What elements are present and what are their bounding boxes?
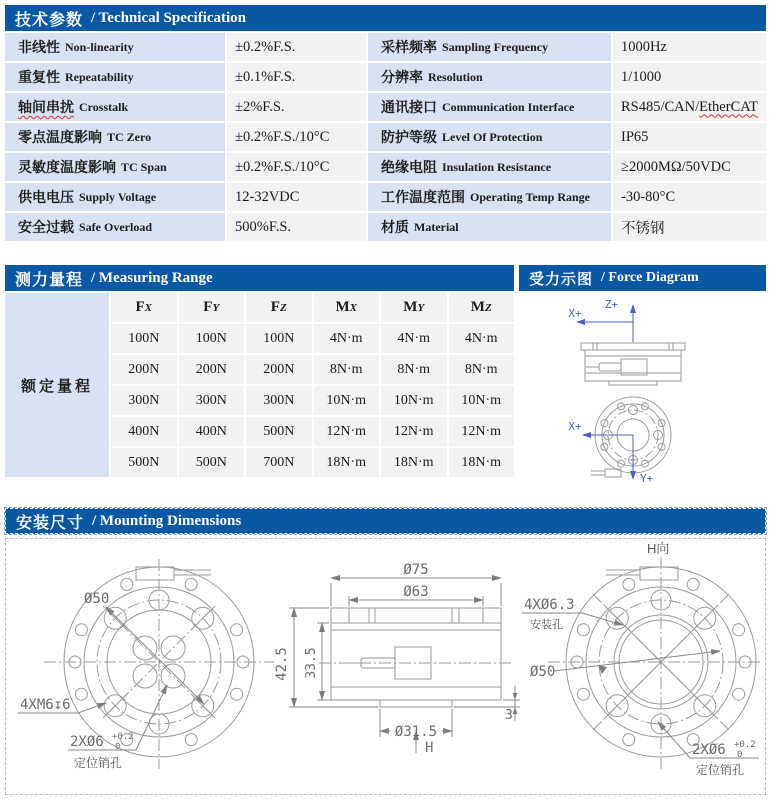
dim-pin-tol-bot-left: 0 xyxy=(115,742,121,752)
rated-range-label: 额定量程 xyxy=(5,293,109,477)
range-cell: 400N xyxy=(179,417,245,446)
col-header-mx: M X xyxy=(314,293,380,322)
dim-pin-left: 2XØ6 xyxy=(70,734,104,750)
range-cell: 200N xyxy=(111,355,177,384)
force-diagram-drawing xyxy=(519,293,766,485)
range-cell: 200N xyxy=(246,355,312,384)
range-cell: 4N·m xyxy=(449,324,515,353)
col-header-mz: M Z xyxy=(449,293,515,322)
spec-value: IP65 xyxy=(613,123,766,151)
range-cell: 12N·m xyxy=(381,417,447,446)
mounting-dims-header xyxy=(5,508,766,534)
range-cell: 100N xyxy=(179,324,245,353)
spec-label: 材质 Material xyxy=(368,213,611,241)
range-cell: 700N xyxy=(246,448,312,477)
tech-spec-header xyxy=(5,5,766,31)
spec-value: ±2%F.S. xyxy=(227,93,366,121)
spec-label: 通讯接口 Communication Interface xyxy=(368,93,611,121)
spec-value: -30-80°C xyxy=(613,183,766,211)
h-view-label: H向 xyxy=(647,541,670,556)
force-title-zh: 受力示图 xyxy=(529,270,594,288)
range-cell: 18N·m xyxy=(314,448,380,477)
spec-label: 灵敏度温度影响 TC Span xyxy=(5,153,225,181)
col-header-fy: F Y xyxy=(179,293,245,322)
spec-value: ≥2000MΩ/50VDC xyxy=(613,153,766,181)
range-cell: 300N xyxy=(111,386,177,415)
spec-value: ±0.2%F.S. xyxy=(227,33,366,61)
dim-d31-5: Ø31.5 xyxy=(394,724,438,740)
range-cell: 18N·m xyxy=(381,448,447,477)
spec-label: 采样频率 Sampling Frequency xyxy=(368,33,611,61)
spec-label: 防护等级 Level Of Protection xyxy=(368,123,611,151)
dim-pin-right: 2XØ6 xyxy=(692,742,726,758)
dim-d50-left: Ø50 xyxy=(84,591,110,607)
mounting-title-zh: 安装尺寸 xyxy=(16,514,85,532)
range-cell: 4N·m xyxy=(381,324,447,353)
range-cell: 10N·m xyxy=(314,386,380,415)
range-cell: 300N xyxy=(246,386,312,415)
spec-value: 不锈钢 xyxy=(613,213,766,241)
spec-value: RS485/CAN/ EtherCAT xyxy=(613,93,766,121)
x-axis-label-side: X+ xyxy=(568,307,582,320)
range-cell: 100N xyxy=(246,324,312,353)
dim-mount-holes: 4XØ6.3 xyxy=(524,597,575,613)
spec-value: 12-32VDC xyxy=(227,183,366,211)
tech-spec-title-en: / Technical Specification xyxy=(91,9,247,26)
dim-d50-right: Ø50 xyxy=(530,664,556,680)
mounting-middle-view xyxy=(274,562,520,756)
spec-value: 500%F.S. xyxy=(227,213,366,241)
measuring-title-zh: 测力量程 xyxy=(15,271,84,289)
range-cell: 8N·m xyxy=(449,355,515,384)
y-axis-label-top: Y+ xyxy=(640,472,654,485)
mounting-right-view xyxy=(522,541,763,777)
measuring-range-header xyxy=(5,265,514,291)
range-cell: 8N·m xyxy=(381,355,447,384)
range-cell: 10N·m xyxy=(449,386,515,415)
force-title-en: / Force Diagram xyxy=(601,270,699,285)
spec-label: 安全过载 Safe Overload xyxy=(5,213,225,241)
range-cell: 4N·m xyxy=(314,324,380,353)
range-cell: 100N xyxy=(111,324,177,353)
spec-label: 零点温度影响 TC Zero xyxy=(5,123,225,151)
spec-label: 绝缘电阻 Insulation Resistance xyxy=(368,153,611,181)
dim-d75: Ø75 xyxy=(403,562,429,578)
h-arrow-label: H xyxy=(425,740,434,756)
pin-hole-note-left: 定位销孔 xyxy=(74,756,123,770)
z-axis-label: Z+ xyxy=(604,298,618,311)
col-header-fx: F X xyxy=(111,293,177,322)
mounting-left-view xyxy=(18,559,274,770)
x-axis-label-top: X+ xyxy=(568,420,582,433)
measuring-range-table xyxy=(5,293,514,477)
tech-spec-title-zh: 技术参数 xyxy=(15,11,84,29)
dim-pin-tol-bot-right: 0 xyxy=(737,750,743,760)
col-header-my: M Y xyxy=(381,293,447,322)
range-cell: 300N xyxy=(179,386,245,415)
spec-label: 分辨率 Resolution xyxy=(368,63,611,91)
mounting-title-en: / Mounting Dimensions xyxy=(92,512,242,529)
spec-value: ±0.1%F.S. xyxy=(227,63,366,91)
mounting-dims-drawing xyxy=(5,538,766,795)
range-cell: 8N·m xyxy=(314,355,380,384)
dim-pin-tol-top-right: +0.2 xyxy=(734,740,756,750)
range-cell: 500N xyxy=(179,448,245,477)
range-cell: 400N xyxy=(111,417,177,446)
spec-value: ±0.2%F.S./10°C xyxy=(227,123,366,151)
pin-hole-note-right: 定位销孔 xyxy=(696,763,745,777)
range-cell: 500N xyxy=(246,417,312,446)
spec-value: 1000Hz xyxy=(613,33,766,61)
sensor-top-view xyxy=(591,397,671,477)
mount-hole-note: 安装孔 xyxy=(530,619,563,631)
spec-label: 重复性 Repeatability xyxy=(5,63,225,91)
dim-3: 3 xyxy=(505,708,513,723)
measuring-title-en: / Measuring Range xyxy=(91,269,213,286)
dim-42-5: 42.5 xyxy=(274,647,290,681)
spec-label: 轴间串扰 Crosstalk xyxy=(5,93,225,121)
tech-spec-table xyxy=(5,33,766,241)
spec-label: 非线性 Non-linearity xyxy=(5,33,225,61)
range-cell: 12N·m xyxy=(449,417,515,446)
force-axes xyxy=(577,305,633,479)
range-cell: 200N xyxy=(179,355,245,384)
spec-value: ±0.2%F.S./10°C xyxy=(227,153,366,181)
range-cell: 500N xyxy=(111,448,177,477)
spec-label: 工作温度范围 Operating Temp Range xyxy=(368,183,611,211)
dim-33-5: 33.5 xyxy=(304,647,319,679)
dim-d63: Ø63 xyxy=(403,584,429,600)
range-cell: 10N·m xyxy=(381,386,447,415)
range-cell: 12N·m xyxy=(314,417,380,446)
force-diagram-header xyxy=(519,265,766,291)
mounting-dims-svg xyxy=(6,539,765,794)
dim-thread: 4XM6↧6 xyxy=(20,697,71,713)
force-diagram-svg xyxy=(519,293,766,485)
range-cell: 18N·m xyxy=(449,448,515,477)
sensor-side-view xyxy=(581,343,685,385)
spec-label: 供电电压 Supply Voltage xyxy=(5,183,225,211)
dim-pin-tol-top-left: +0.2 xyxy=(112,732,134,742)
col-header-fz: F Z xyxy=(246,293,312,322)
spec-value: 1/1000 xyxy=(613,63,766,91)
